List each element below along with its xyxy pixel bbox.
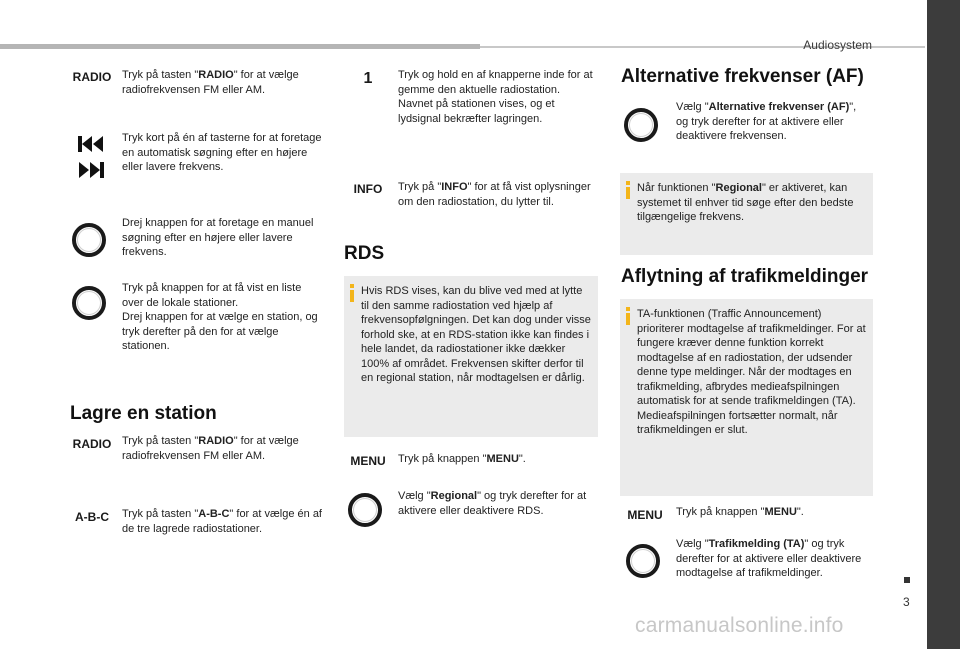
af-description: Vælg "Alternative frekvenser (AF)", og tryk derefter for at aktivere eller deaktivere frekvensen.: [676, 101, 857, 142]
rotary-knob-icon: [626, 544, 660, 578]
store-station-heading: Lagre en station: [70, 403, 217, 424]
watermark: carmanualsonline.info: [635, 614, 844, 637]
page-side-strip: [927, 0, 960, 649]
rotary-knob-icon: [348, 493, 382, 527]
af-info-text: Når funktionen "Regional" er aktiveret, kan systemet til enhver tid søge efter den bedste tilgængelige frekvens.: [637, 182, 854, 223]
rotary-knob-icon: [72, 223, 106, 257]
info-icon: [626, 181, 630, 199]
page-end-marker: [904, 577, 910, 583]
abc-description: Tryk på tasten "A-B-C" for at vælge én af de tre lagrede radiostationer.: [122, 508, 322, 535]
radio-button-label: RADIO: [72, 437, 112, 451]
header-rule: [0, 44, 480, 49]
page-number: 3: [903, 595, 910, 609]
menu-button-label: MENU: [627, 508, 663, 522]
abc-button-label: A-B-C: [75, 510, 109, 524]
rds-heading: RDS: [344, 243, 385, 264]
store-radio-description: Tryk på tasten "RADIO" for at vælge radiofrekvensen FM eller AM.: [122, 435, 299, 462]
rotary-knob-icon: [72, 286, 106, 320]
preset-1-label: 1: [363, 70, 373, 87]
info-icon: [626, 307, 630, 325]
info-button-label: INFO: [353, 182, 383, 196]
rds-info-box: [344, 276, 598, 437]
ta-info-text: TA-funktionen (Traffic Announcement) prioriterer modtagelse af trafikmeldinger. For at fungere kræver denne funktion korrekt modtagelse af en radiostation, der udsender denne type meldinger. Når der modtages en trafikmelding, afbrydes medieafspilningen automatisk for at sende trafikmeldingen (TA). Medieafspilningen fortsætter normalt, når trafikmeldingen er slut.: [637, 308, 866, 436]
ta-menu-description: Tryk på knappen "MENU".: [676, 506, 804, 518]
ta-toggle-description: Vælg "Trafikmelding (TA)" og tryk derefter for at aktivere eller deaktivere modtagelse af trafikmeldinger.: [676, 538, 862, 579]
seek-forward-icon: [78, 162, 104, 178]
af-heading: Alternative frekvenser (AF): [621, 66, 864, 87]
traffic-heading: Aflytning af trafikmeldinger: [621, 266, 869, 287]
info-icon: [350, 284, 354, 302]
rds-toggle-description: Vælg "Regional" og tryk derefter for at aktivere eller deaktivere RDS.: [398, 490, 587, 517]
ta-info-box: [620, 299, 873, 496]
preset-store-description: Tryk og hold en af knapperne inde for at gemme den aktuelle radiostation. Navnet på stationen vises, og et lydsignal bekræfter lagringen.: [398, 69, 593, 125]
manual-search-description: Drej knappen for at foretage en manuel søgning efter en højere eller lavere frekvens.: [122, 217, 314, 258]
radio-description: Tryk på tasten "RADIO" for at vælge radiofrekvensen FM eller AM.: [122, 69, 299, 96]
menu-button-label: MENU: [350, 454, 386, 468]
af-info-box: [620, 173, 873, 255]
menu-description: Tryk på knappen "MENU".: [398, 453, 526, 465]
radio-button-label: RADIO: [72, 70, 112, 84]
seek-back-icon: [78, 136, 104, 152]
section-title: Audiosystem: [803, 38, 872, 52]
info-description: Tryk på "INFO" for at få vist oplysninger om den radiostation, du lytter til.: [398, 181, 591, 208]
seek-description: Tryk kort på én af tasterne for at foretage en automatisk søgning efter en højere eller lavere frekvens.: [122, 132, 322, 173]
station-list-description: Tryk på knappen for at få vist en liste over de lokale stationer. Drej knappen for at vælge en station, og tryk derefter på den for at vælge stationen.: [122, 282, 318, 352]
rotary-knob-icon: [624, 108, 658, 142]
rds-info-text: Hvis RDS vises, kan du blive ved med at lytte til den samme radiostation ved hjælp af frekvensopfølgningen. Det kan dog under visse forhold ske, at en RDS-station ikke kan findes i hele landet, da radiostationer ikke dækker 100% af området. Frekvensen skifter derfor til en regional station, når modtagelsen er dårlig.: [361, 285, 591, 384]
